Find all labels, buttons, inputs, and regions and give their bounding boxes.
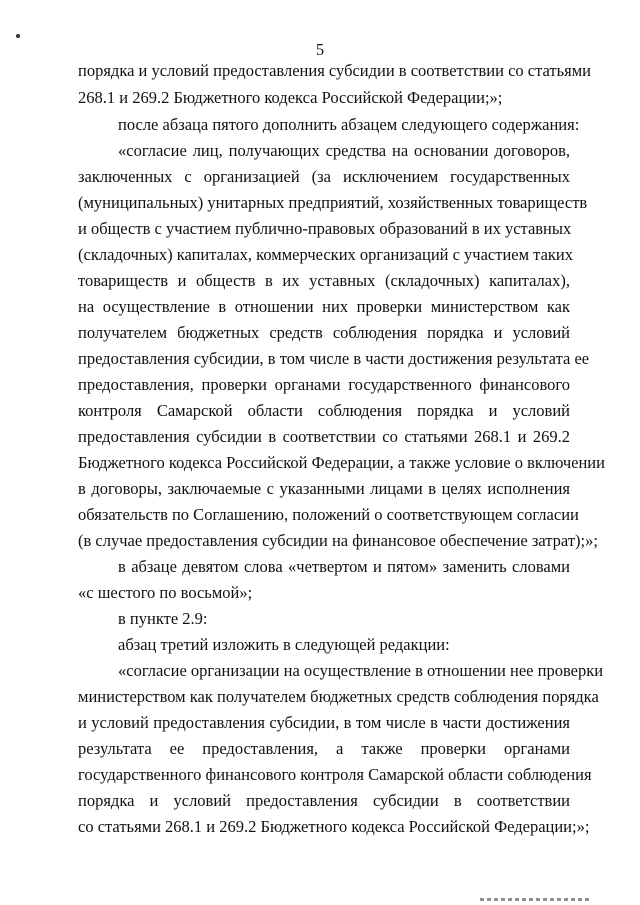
page-number: 5	[315, 40, 325, 59]
text-line: получателем бюджетных средств соблюдения порядка и условий	[78, 323, 570, 342]
text-line: предоставления субсидии, в том числе в части достижения результата ее	[78, 349, 590, 368]
text-line: контроля Самарской области соблюдения порядка и условий	[78, 401, 570, 420]
text-line: предоставления, проверки органами государственного финансового	[78, 375, 570, 394]
text-line: абзац третий изложить в следующей редакции:	[118, 635, 450, 654]
cut-off-line-fragment	[480, 898, 590, 901]
text-line: «согласие организации на осуществление в отношении нее проверки	[118, 661, 604, 680]
text-line: (складочных) капиталах, коммерческих организаций с участием таких	[78, 245, 574, 264]
text-line: со статьями 268.1 и 269.2 Бюджетного кодекса Российской Федерации;»;	[78, 817, 590, 836]
text-line: после абзаца пятого дополнить абзацем следующего содержания:	[118, 115, 580, 134]
text-line: порядка и условий предоставления субсидии в соответствии	[78, 791, 570, 810]
text-line: Бюджетного кодекса Российской Федерации, а также условие о включении	[78, 453, 605, 472]
text-line: государственного финансового контроля Самарской области соблюдения	[78, 765, 592, 784]
text-line: порядка и условий предоставления субсидии в соответствии со статьями	[78, 61, 591, 80]
text-line: и обществ с участием публично-правовых образований в их уставных	[78, 219, 572, 238]
text-line: и условий предоставления субсидии, в том числе в части достижения	[78, 713, 570, 732]
text-line: «согласие лиц, получающих средства на основании договоров,	[118, 141, 570, 160]
text-line: 268.1 и 269.2 Бюджетного кодекса Российской Федерации;»;	[78, 88, 503, 107]
text-line: (в случае предоставления субсидии на финансовое обеспечение затрат);»;	[78, 531, 598, 550]
text-line: в абзаце девятом слова «четвертом и пятом» заменить словами	[118, 557, 570, 576]
text-line: обязательств по Соглашению, положений о соответствующем согласии	[78, 505, 579, 524]
text-line: в договоры, заключаемые с указанными лицами в целях исполнения	[78, 479, 570, 498]
text-line: на осуществление в отношении них проверки министерством как	[78, 297, 570, 316]
text-line: результата ее предоставления, а также проверки органами	[78, 739, 570, 758]
text-line: (муниципальных) унитарных предприятий, хозяйственных товариществ	[78, 193, 588, 212]
scan-speck	[16, 34, 20, 38]
text-line: заключенных с организацией (за исключением государственных	[78, 167, 570, 186]
text-line: «с шестого по восьмой»;	[78, 583, 253, 602]
text-line: товариществ и обществ в их уставных (складочных) капиталах),	[78, 271, 570, 290]
text-line: предоставления субсидии в соответствии со статьями 268.1 и 269.2	[78, 427, 570, 446]
text-line: в пункте 2.9:	[118, 609, 208, 628]
text-line: министерством как получателем бюджетных средств соблюдения порядка	[78, 687, 599, 706]
